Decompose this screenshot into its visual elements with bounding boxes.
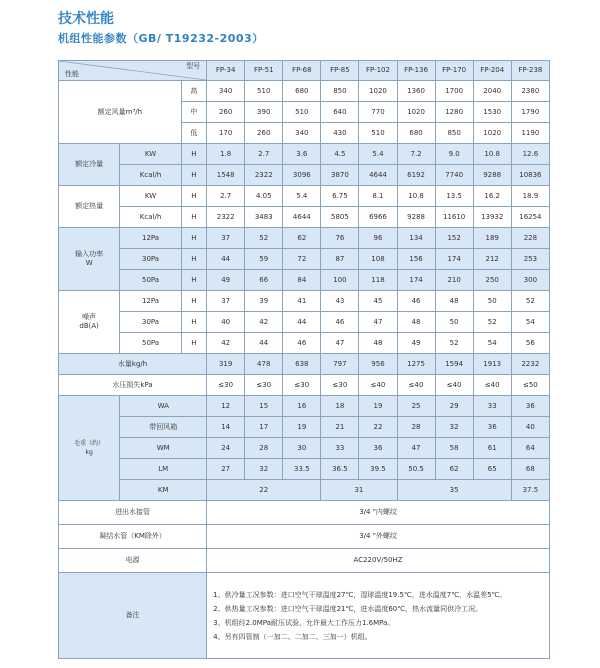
- value-cell: 48: [435, 291, 473, 312]
- value-cell: 50: [473, 291, 511, 312]
- value-cell: 1360: [397, 81, 435, 102]
- value-cell: 19: [283, 417, 321, 438]
- value-cell: 7740: [435, 165, 473, 186]
- value-cell: 42: [245, 312, 283, 333]
- table-row: [59, 270, 550, 291]
- value-cell: 260: [207, 102, 245, 123]
- value-cell: 29: [435, 396, 473, 417]
- value-cell: 340: [207, 81, 245, 102]
- model-header-cell: FP-34: [207, 61, 245, 81]
- value-cell: 228: [511, 228, 549, 249]
- unit-cell: 50Pa: [120, 333, 181, 354]
- weight-type-cell: WM: [120, 438, 207, 459]
- value-cell: 6192: [397, 165, 435, 186]
- value-cell: 212: [473, 249, 511, 270]
- power-supply-value: AC220V/50HZ: [207, 549, 550, 573]
- value-cell: 42: [207, 333, 245, 354]
- value-cell: 510: [283, 102, 321, 123]
- value-cell: 24: [207, 438, 245, 459]
- value-cell: 638: [283, 354, 321, 375]
- level-cell: H: [181, 165, 206, 186]
- table-row: [59, 438, 550, 459]
- airflow-label: 额定风量m³/h: [59, 81, 182, 144]
- value-cell: 253: [511, 249, 549, 270]
- table-row: [59, 525, 550, 549]
- level-cell: H: [181, 270, 206, 291]
- table-row: [59, 144, 550, 165]
- remark-line: 2、供热量工况参数：进口空气干球温度21℃，进水温度60℃，热水流量同供冷工况。: [213, 604, 483, 613]
- value-cell: 3096: [283, 165, 321, 186]
- model-header-cell: FP-170: [435, 61, 473, 81]
- value-cell: ≤30: [245, 375, 283, 396]
- value-cell: 9288: [397, 207, 435, 228]
- value-cell: 10836: [511, 165, 549, 186]
- value-cell: 84: [283, 270, 321, 291]
- value-cell: 37.5: [511, 480, 549, 501]
- value-cell: 52: [511, 291, 549, 312]
- value-cell: 3483: [245, 207, 283, 228]
- weight-unit-text: kg: [85, 449, 93, 456]
- value-cell: 36.5: [321, 459, 359, 480]
- value-cell: 174: [397, 270, 435, 291]
- value-cell: 50: [435, 312, 473, 333]
- power-label: [59, 228, 120, 291]
- value-cell: 1020: [473, 123, 511, 144]
- table-row: [59, 354, 550, 375]
- unit-cell: KW: [120, 144, 181, 165]
- unit-cell: 50Pa: [120, 270, 181, 291]
- value-cell: 27: [207, 459, 245, 480]
- value-cell: 1.8: [207, 144, 245, 165]
- diagonal-divider-icon: [59, 61, 206, 80]
- value-cell: 14: [207, 417, 245, 438]
- value-cell: 47: [321, 333, 359, 354]
- remark-line: 4、另有四管制（一加二、二加二、三加一）机组。: [213, 632, 372, 641]
- level-cell: 高: [181, 81, 206, 102]
- value-cell: 25: [397, 396, 435, 417]
- page-subtitle: 机组性能参数（GB/ T19232-2003）: [58, 32, 264, 45]
- unit-cell: 30Pa: [120, 312, 181, 333]
- table-row: [59, 228, 550, 249]
- value-cell: 46: [321, 312, 359, 333]
- model-header-cell: FP-204: [473, 61, 511, 81]
- table-row: [59, 480, 550, 501]
- weight-label-text: 毛重（约）: [74, 440, 105, 447]
- value-cell: 6.75: [321, 186, 359, 207]
- level-cell: 中: [181, 102, 206, 123]
- value-cell: 4644: [359, 165, 397, 186]
- value-cell: 6966: [359, 207, 397, 228]
- model-header-cell: FP-136: [397, 61, 435, 81]
- value-cell: 62: [283, 228, 321, 249]
- value-cell: 13.5: [435, 186, 473, 207]
- level-cell: H: [181, 249, 206, 270]
- value-cell: 4.5: [321, 144, 359, 165]
- value-cell: 850: [435, 123, 473, 144]
- unit-cell: Kcal/h: [120, 207, 181, 228]
- value-cell: 28: [245, 438, 283, 459]
- value-cell: 36: [473, 417, 511, 438]
- remark-line: 3、机组经2.0MPa耐压试验，允许最大工作压力1.6MPa。: [213, 618, 395, 627]
- value-cell: 9288: [473, 165, 511, 186]
- value-cell: 54: [473, 333, 511, 354]
- value-cell: 1280: [435, 102, 473, 123]
- value-cell: 1020: [359, 81, 397, 102]
- value-cell: 680: [283, 81, 321, 102]
- value-cell: 33: [321, 438, 359, 459]
- table-row: [59, 249, 550, 270]
- value-cell: 41: [283, 291, 321, 312]
- value-cell: 32: [435, 417, 473, 438]
- value-cell: 87: [321, 249, 359, 270]
- value-cell: 40: [207, 312, 245, 333]
- noise-label: [59, 291, 120, 354]
- header-model-label: 型号: [186, 62, 201, 70]
- value-cell: ≤50: [511, 375, 549, 396]
- model-header-cell: FP-238: [511, 61, 549, 81]
- value-cell: 31: [321, 480, 397, 501]
- table-row: [59, 501, 550, 525]
- noise-unit-text: dB(A): [79, 322, 99, 330]
- value-cell: ≤40: [435, 375, 473, 396]
- value-cell: 17: [245, 417, 283, 438]
- level-cell: 低: [181, 123, 206, 144]
- value-cell: 340: [283, 123, 321, 144]
- water-pressure-label: 水压损失kPa: [59, 375, 207, 396]
- value-cell: 797: [321, 354, 359, 375]
- value-cell: 39: [245, 291, 283, 312]
- table-row: [59, 165, 550, 186]
- value-cell: 36: [511, 396, 549, 417]
- value-cell: 68: [511, 459, 549, 480]
- value-cell: 2380: [511, 81, 549, 102]
- value-cell: 1530: [473, 102, 511, 123]
- power-unit-text: W: [85, 259, 93, 267]
- value-cell: 50.5: [397, 459, 435, 480]
- value-cell: 300: [511, 270, 549, 291]
- value-cell: 108: [359, 249, 397, 270]
- value-cell: 32: [245, 459, 283, 480]
- value-cell: 3870: [321, 165, 359, 186]
- performance-table: [58, 60, 550, 659]
- value-cell: 9.0: [435, 144, 473, 165]
- unit-cell: 30Pa: [120, 249, 181, 270]
- value-cell: 54: [511, 312, 549, 333]
- value-cell: 96: [359, 228, 397, 249]
- remarks-label: 备注: [59, 573, 207, 659]
- value-cell: 15: [245, 396, 283, 417]
- value-cell: 134: [397, 228, 435, 249]
- value-cell: 118: [359, 270, 397, 291]
- value-cell: 10.8: [397, 186, 435, 207]
- value-cell: ≤40: [473, 375, 511, 396]
- model-header-cell: FP-102: [359, 61, 397, 81]
- value-cell: 680: [397, 123, 435, 144]
- value-cell: 46: [283, 333, 321, 354]
- unit-cell: 12Pa: [120, 228, 181, 249]
- value-cell: 770: [359, 102, 397, 123]
- header-corner-cell: [59, 61, 207, 81]
- weight-label: [59, 396, 120, 501]
- value-cell: 22: [207, 480, 321, 501]
- value-cell: 33: [473, 396, 511, 417]
- value-cell: 510: [359, 123, 397, 144]
- table-row: [59, 186, 550, 207]
- cooling-label: 额定冷量: [59, 144, 120, 186]
- value-cell: 62: [435, 459, 473, 480]
- value-cell: ≤40: [397, 375, 435, 396]
- value-cell: 65: [473, 459, 511, 480]
- table-row: [59, 207, 550, 228]
- value-cell: 58: [435, 438, 473, 459]
- value-cell: 52: [245, 228, 283, 249]
- level-cell: H: [181, 333, 206, 354]
- value-cell: 510: [245, 81, 283, 102]
- value-cell: 16254: [511, 207, 549, 228]
- value-cell: 35: [397, 480, 511, 501]
- value-cell: 640: [321, 102, 359, 123]
- value-cell: 44: [207, 249, 245, 270]
- value-cell: 45: [359, 291, 397, 312]
- remark-line: 1、供冷量工况参数：进口空气干球温度27℃，湿球温度19.5℃，进水温度7℃，水温差5℃。: [213, 590, 507, 599]
- value-cell: 1275: [397, 354, 435, 375]
- value-cell: 156: [397, 249, 435, 270]
- drain-pipe-label: 凝结水管（KM除外）: [59, 525, 207, 549]
- value-cell: 30: [283, 438, 321, 459]
- table-row: [59, 396, 550, 417]
- value-cell: 174: [435, 249, 473, 270]
- value-cell: 19: [359, 396, 397, 417]
- table-row: [59, 375, 550, 396]
- value-cell: 64: [511, 438, 549, 459]
- value-cell: 36: [359, 438, 397, 459]
- table-row: [59, 333, 550, 354]
- value-cell: 2040: [473, 81, 511, 102]
- value-cell: 10.8: [473, 144, 511, 165]
- weight-type-cell: WA: [120, 396, 207, 417]
- model-header-cell: FP-51: [245, 61, 283, 81]
- value-cell: 22: [359, 417, 397, 438]
- value-cell: 152: [435, 228, 473, 249]
- value-cell: 52: [473, 312, 511, 333]
- value-cell: 1594: [435, 354, 473, 375]
- value-cell: 18: [321, 396, 359, 417]
- value-cell: 12.6: [511, 144, 549, 165]
- weight-type-cell: 带回风箱: [120, 417, 207, 438]
- inlet-pipe-value: 3/4 "内螺纹: [207, 501, 550, 525]
- value-cell: 66: [245, 270, 283, 291]
- value-cell: 28: [397, 417, 435, 438]
- value-cell: 1548: [207, 165, 245, 186]
- level-cell: H: [181, 207, 206, 228]
- table-row: [59, 61, 550, 81]
- power-supply-label: 电源: [59, 549, 207, 573]
- remarks-notes: [207, 573, 550, 659]
- level-cell: H: [181, 228, 206, 249]
- table-row: [59, 312, 550, 333]
- value-cell: 5.4: [359, 144, 397, 165]
- value-cell: 5.4: [283, 186, 321, 207]
- table-row: [59, 459, 550, 480]
- value-cell: 56: [511, 333, 549, 354]
- value-cell: 49: [207, 270, 245, 291]
- value-cell: 4.05: [245, 186, 283, 207]
- value-cell: 44: [245, 333, 283, 354]
- value-cell: 260: [245, 123, 283, 144]
- value-cell: 16: [283, 396, 321, 417]
- level-cell: H: [181, 144, 206, 165]
- unit-cell: KW: [120, 186, 181, 207]
- value-cell: 13932: [473, 207, 511, 228]
- value-cell: 49: [397, 333, 435, 354]
- unit-cell: 12Pa: [120, 291, 181, 312]
- value-cell: 2.7: [207, 186, 245, 207]
- value-cell: 52: [435, 333, 473, 354]
- value-cell: 11610: [435, 207, 473, 228]
- value-cell: 956: [359, 354, 397, 375]
- value-cell: 390: [245, 102, 283, 123]
- value-cell: 44: [283, 312, 321, 333]
- table-row: [59, 573, 550, 659]
- value-cell: 1700: [435, 81, 473, 102]
- table-row: [59, 291, 550, 312]
- value-cell: ≤30: [207, 375, 245, 396]
- level-cell: H: [181, 291, 206, 312]
- value-cell: 37: [207, 291, 245, 312]
- value-cell: 48: [359, 333, 397, 354]
- value-cell: 48: [397, 312, 435, 333]
- value-cell: 2322: [245, 165, 283, 186]
- value-cell: 21: [321, 417, 359, 438]
- value-cell: 430: [321, 123, 359, 144]
- value-cell: 210: [435, 270, 473, 291]
- value-cell: 76: [321, 228, 359, 249]
- value-cell: 319: [207, 354, 245, 375]
- weight-type-cell: LM: [120, 459, 207, 480]
- weight-type-cell: KM: [120, 480, 207, 501]
- table-row: [59, 417, 550, 438]
- water-flow-label: 水量kg/h: [59, 354, 207, 375]
- value-cell: 1913: [473, 354, 511, 375]
- value-cell: 47: [359, 312, 397, 333]
- power-label-text: 输入功率: [75, 250, 104, 258]
- value-cell: 100: [321, 270, 359, 291]
- value-cell: 1790: [511, 102, 549, 123]
- value-cell: 4644: [283, 207, 321, 228]
- value-cell: 7.2: [397, 144, 435, 165]
- value-cell: 189: [473, 228, 511, 249]
- level-cell: H: [181, 186, 206, 207]
- value-cell: 59: [245, 249, 283, 270]
- header-performance-label: 性能: [65, 70, 79, 78]
- value-cell: 5805: [321, 207, 359, 228]
- value-cell: ≤40: [359, 375, 397, 396]
- value-cell: 33.5: [283, 459, 321, 480]
- value-cell: 1190: [511, 123, 549, 144]
- value-cell: 170: [207, 123, 245, 144]
- value-cell: 1020: [397, 102, 435, 123]
- value-cell: 850: [321, 81, 359, 102]
- page-title: 技术性能: [58, 11, 114, 27]
- value-cell: 8.1: [359, 186, 397, 207]
- model-header-cell: FP-68: [283, 61, 321, 81]
- table-row: [59, 81, 550, 102]
- value-cell: 16.2: [473, 186, 511, 207]
- value-cell: 40: [511, 417, 549, 438]
- value-cell: 37: [207, 228, 245, 249]
- level-cell: H: [181, 312, 206, 333]
- value-cell: 2232: [511, 354, 549, 375]
- value-cell: 250: [473, 270, 511, 291]
- heating-label: 额定热量: [59, 186, 120, 228]
- drain-pipe-value: 3/4 "外螺纹: [207, 525, 550, 549]
- value-cell: 2322: [207, 207, 245, 228]
- value-cell: 478: [245, 354, 283, 375]
- value-cell: 12: [207, 396, 245, 417]
- unit-cell: Kcal/h: [120, 165, 181, 186]
- value-cell: 46: [397, 291, 435, 312]
- value-cell: ≤30: [321, 375, 359, 396]
- value-cell: 61: [473, 438, 511, 459]
- table-row: [59, 549, 550, 573]
- value-cell: 39.5: [359, 459, 397, 480]
- value-cell: 43: [321, 291, 359, 312]
- value-cell: 47: [397, 438, 435, 459]
- inlet-pipe-label: 进出水接管: [59, 501, 207, 525]
- noise-label-text: 噪声: [82, 313, 97, 321]
- model-header-cell: FP-85: [321, 61, 359, 81]
- value-cell: 2.7: [245, 144, 283, 165]
- value-cell: 3.6: [283, 144, 321, 165]
- value-cell: 72: [283, 249, 321, 270]
- value-cell: ≤30: [283, 375, 321, 396]
- value-cell: 18.9: [511, 186, 549, 207]
